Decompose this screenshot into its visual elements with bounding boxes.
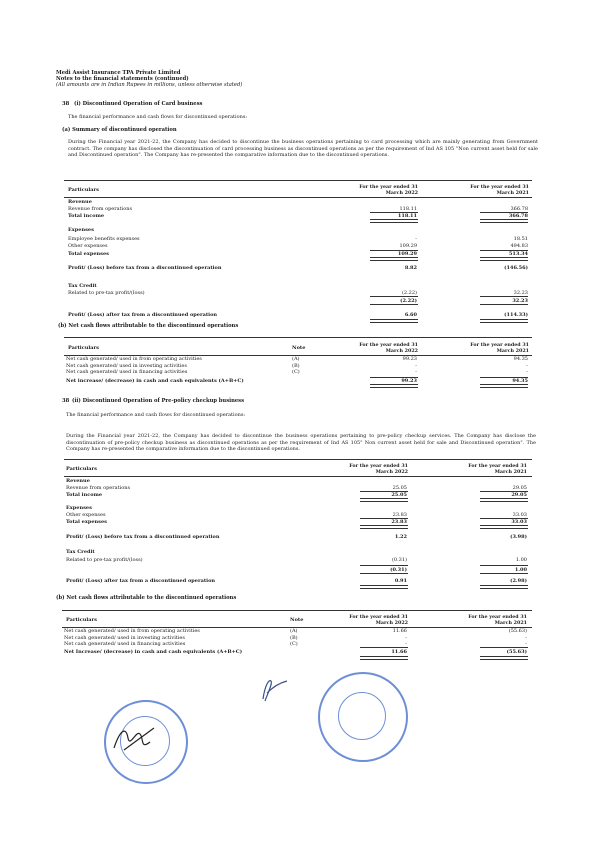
cf-row-label: Net cash generated/ used in from operating activities (64, 628, 200, 634)
row-label: Tax Credit (66, 549, 95, 555)
table-rule (480, 304, 528, 305)
row-label: Other expenses (68, 243, 108, 249)
table-rule (480, 377, 528, 378)
signature-mark (255, 675, 295, 705)
row-label: Revenue from operations (68, 206, 133, 212)
table-rule (480, 250, 528, 251)
table-rule (360, 647, 408, 648)
cf-row-note: (C) (292, 369, 300, 375)
table-rule (370, 250, 418, 251)
cf-row-note: (C) (290, 641, 298, 647)
row-value-2021: 366.78 (508, 213, 528, 219)
cf-row-value-2021: 94.35 (512, 378, 528, 384)
row-value-2021: 366.78 (510, 206, 528, 212)
row-label: Revenue (66, 478, 90, 484)
row-label: Total income (68, 213, 105, 219)
cf-row-note: (A) (292, 356, 300, 362)
cf1-particulars-header: Particulars (68, 345, 99, 351)
row-value-2022: 6.60 (404, 312, 417, 318)
section1-sub-b: (b) Net cash flows attributable to the discontinued operations (58, 323, 239, 329)
cf1-note-header: Note (292, 345, 306, 351)
row-value-2022: 118.11 (397, 213, 417, 219)
company-name: Medi Assist Insurance TPA Private Limited (56, 70, 181, 76)
cf-row-label: Net cash generated/ used in financing activities (64, 641, 186, 647)
cf-row-value-2022: 99.23 (401, 378, 417, 384)
table-rule (480, 296, 528, 297)
row-value-2021: 494.83 (510, 243, 528, 249)
row-value-2021: 33.03 (512, 512, 527, 518)
cf-row-value-2022: 11.66 (391, 649, 407, 655)
table-rule (480, 518, 528, 519)
row-label: Profit/ (Loss) after tax from a discontinued operation (66, 578, 216, 584)
table2-col1-header: For the year ended 31 March 2022 (349, 463, 408, 475)
cf-row-value-2021: - (526, 363, 528, 369)
cf-row-note: (B) (290, 635, 298, 641)
row-label: Profit/ (Loss) before tax from a discontinued operation (66, 534, 220, 540)
row-label: Expenses (68, 227, 94, 233)
table1-col1-header: For the year ended 31 March 2022 (359, 184, 418, 196)
row-value-2022: 8.82 (404, 265, 417, 271)
row-label: Revenue from operations (66, 485, 131, 491)
section2-title: (ii) Discontinued Operation of Pre-policy checkup business (72, 398, 245, 404)
cf-row-label: Net cash generated/ used in financing activities (66, 369, 188, 375)
row-label: Total income (66, 492, 103, 498)
row-value-2021: 32.23 (513, 290, 528, 296)
cf-row-note: (B) (292, 363, 300, 369)
section2-paragraph: During the Financial year 2021-22, the Company has decided to discontinue the business operations pertaining to pre-policy checkup services. The Company has disclose the discontinuation of pre-policy checkup business as discontinued operations as per the requirement of Ind AS 105" Non current asset held for sale and Discontinued operation". The Company has re-presented the comparative information due to the discontinued operations. (66, 433, 536, 453)
row-label: Employee benefits expenses (68, 236, 140, 242)
cf-row-value-2022: - (405, 635, 407, 641)
cf-row-value-2021: 94.35 (513, 356, 528, 362)
auditor-signature (110, 720, 160, 760)
cf1-col2-header: For the year ended 31 March 2021 (470, 342, 529, 354)
table-rule (360, 491, 408, 492)
row-value-2022: (0.31) (390, 567, 407, 573)
row-value-2022: 25.05 (392, 485, 407, 491)
cf-row-label: Net cash generated/ used in investing activities (66, 363, 187, 369)
row-value-2022: (0.31) (391, 557, 407, 563)
cf1-col1-header: For the year ended 31 March 2022 (359, 342, 418, 354)
row-value-2021: 29.05 (511, 492, 527, 498)
cf2-col1-header: For the year ended 31 March 2022 (349, 614, 408, 626)
table-rule (360, 565, 408, 566)
row-value-2022: 25.05 (391, 492, 407, 498)
row-label: Tax Credit (68, 283, 97, 289)
cf-row-label: Net cash generated/ used in investing activities (64, 635, 185, 641)
row-label: Related to pre-tax profit/(loss) (66, 557, 143, 563)
table2-col2-header: For the year ended 31 March 2021 (468, 463, 527, 475)
table-rule (370, 377, 418, 378)
section1-paragraph: During the Financial year 2021-22, the Company has decided to discontinue the business operations pertaining to card processing which are mainly generating from Government contract. The company has disclosed the discontinuation of card processing business as discontinued operations as per the requirement of Ind AS 105 "Non current asset held for sale and Discontinued operation". The Company has re-presented the comparative information due to the discontinued operations. (68, 139, 538, 159)
table-rule (480, 573, 528, 574)
table-rule (480, 585, 528, 589)
cf-row-value-2022: - (415, 369, 417, 375)
row-value-2021: 32.23 (512, 298, 528, 304)
table-rule (480, 565, 528, 566)
cf-row-value-2021: - (526, 369, 528, 375)
row-value-2022: 109.29 (397, 251, 417, 257)
table-rule (370, 219, 418, 223)
row-value-2022: 23.83 (391, 519, 407, 525)
row-value-2022: 23.83 (392, 512, 407, 518)
company-stamp-inner-ring (338, 692, 386, 740)
row-value-2021: (2.98) (510, 578, 527, 584)
row-value-2021: (3.98) (510, 534, 527, 540)
row-value-2021: 29.05 (512, 485, 527, 491)
table-rule (480, 647, 528, 648)
section1-number: 38 (62, 101, 70, 107)
table-rule (360, 656, 408, 660)
amounts-note: (All amounts are in Indian Rupees in millions, unless otherwise stated) (56, 82, 243, 88)
row-value-2021: (146.56) (504, 265, 528, 271)
row-value-2021: 33.03 (511, 519, 527, 525)
row-value-2021: 1.00 (515, 557, 527, 563)
table-rule (370, 384, 418, 388)
cf2-note-header: Note (290, 617, 304, 623)
table-rule (360, 498, 408, 502)
table-rule (480, 498, 528, 502)
row-label: Profit/ (Loss) after tax from a discontinued operation (68, 312, 218, 318)
table-rule (360, 525, 408, 529)
table-rule (370, 257, 418, 261)
table-rule (360, 518, 408, 519)
cf-row-value-2021: (55.63) (508, 628, 527, 634)
cf2-col2-header: For the year ended 31 March 2021 (468, 614, 527, 626)
section1-sub-a: (a) Summary of discontinued operation (62, 127, 177, 133)
row-label: Profit/ (Loss) before tax from a discontinued operation (68, 265, 222, 271)
table-rule (480, 656, 528, 660)
table-rule (360, 573, 408, 574)
table-rule (480, 319, 528, 323)
row-value-2022: 109.29 (399, 243, 417, 249)
row-value-2021: 18.51 (513, 236, 528, 242)
table-rule (370, 319, 418, 323)
row-value-2022: 1.22 (394, 534, 407, 540)
cf-row-value-2022: - (405, 641, 407, 647)
section2-number: 38 (62, 398, 70, 404)
table-rule (480, 257, 528, 261)
table-rule (370, 304, 418, 305)
table-rule (370, 212, 418, 213)
cf-row-value-2022: 99.23 (402, 356, 417, 362)
section2-sub-b: (b) Net cash flows attributable to the discontinued operations (56, 595, 237, 601)
cf-row-label: Net Increase/ (decrease) in cash and cash equivalents (A+B+C) (64, 649, 243, 655)
cf-row-label: Net cash generated/ used in from operating activities (66, 356, 202, 362)
table-rule (370, 296, 418, 297)
notes-title: Notes to the financial statements (continued) (56, 76, 189, 82)
row-value-2022: 0.91 (394, 578, 407, 584)
row-value-2021: (114.33) (504, 312, 528, 318)
table-rule (480, 384, 528, 388)
table1-col2-header: For the year ended 31 March 2021 (470, 184, 529, 196)
table-rule (480, 219, 528, 223)
table-rule (360, 585, 408, 589)
cf-row-value-2022: 11.66 (392, 628, 407, 634)
row-value-2022: (2.22) (400, 298, 417, 304)
row-label: Revenue (68, 199, 92, 205)
row-label: Other expenses (66, 512, 106, 518)
cf-row-label: Net increase/ (decrease) in cash and cash equivalents (A+B+C) (66, 378, 244, 384)
row-value-2021: 1.00 (514, 567, 527, 573)
row-value-2022: 118.11 (399, 206, 417, 212)
section1-title: (i) Discontinued Operation of Card business (74, 101, 203, 107)
table-rule (480, 525, 528, 529)
table1-particulars-header: Particulars (68, 187, 99, 193)
table-rule (480, 212, 528, 213)
cf2-particulars-header: Particulars (66, 617, 97, 623)
table-rule (480, 491, 528, 492)
section1-intro: The financial performance and cash flows for discontinued operations: (68, 114, 248, 120)
row-label: Total expenses (66, 519, 107, 525)
cf-row-value-2022: - (415, 363, 417, 369)
cf-row-value-2021: - (525, 635, 527, 641)
row-label: Total expenses (68, 251, 109, 257)
row-value-2022: (2.22) (401, 290, 417, 296)
row-value-2021: 513.34 (508, 251, 528, 257)
row-label: Expenses (66, 505, 92, 511)
row-value-2022: - (415, 236, 417, 242)
cf-row-value-2021: (55.63) (506, 649, 527, 655)
table2-particulars-header: Particulars (66, 466, 97, 472)
section2-intro: The financial performance and cash flows for discontinued operations: (66, 412, 246, 418)
cf-row-value-2021: - (525, 641, 527, 647)
row-label: Related to pre-tax profit/(loss) (68, 290, 145, 296)
cf-row-note: (A) (290, 628, 298, 634)
